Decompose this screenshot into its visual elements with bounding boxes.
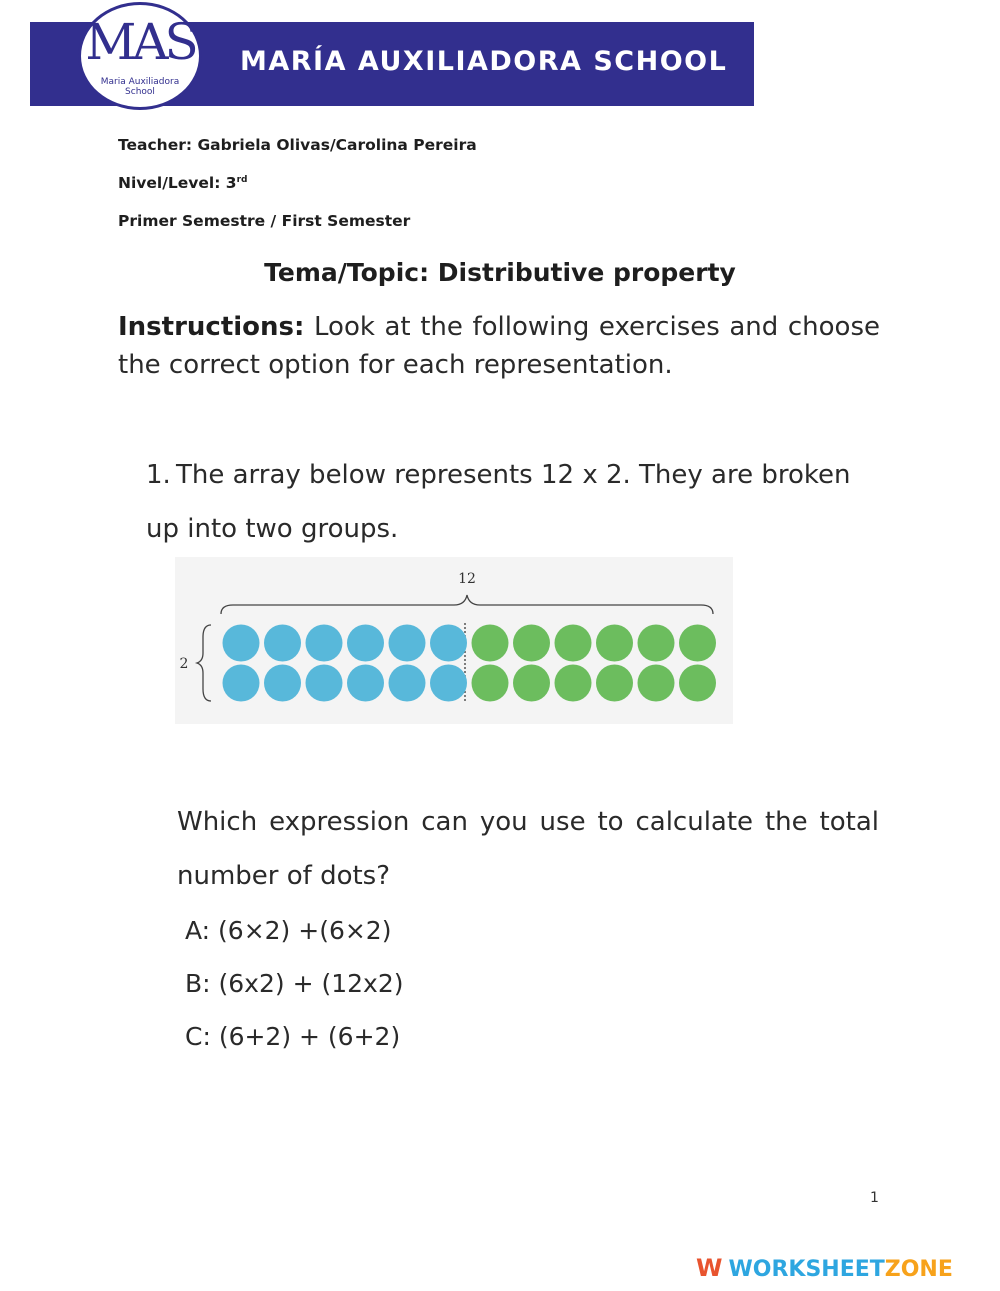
instructions-label: Instructions: (118, 312, 305, 342)
blue-dot (306, 625, 343, 662)
school-logo (78, 2, 202, 110)
green-dot (638, 625, 675, 662)
question-prompt: Which expression can you use to calculate the total number of dots? (177, 807, 879, 891)
level-line (118, 174, 247, 192)
blue-dot (223, 665, 260, 702)
green-dot (555, 625, 592, 662)
side-brace (197, 625, 211, 701)
dots-group (223, 625, 717, 702)
worksheetzone-text-2: ZONE (884, 1257, 953, 1282)
question-text: The array below represents 12 x 2. They are broken up into two groups. (146, 460, 851, 544)
green-dot (679, 625, 716, 662)
option-b[interactable]: B: (6x2) + (12x2) (185, 969, 404, 998)
logo-mas-text: MAS (85, 13, 195, 71)
blue-dot (306, 665, 343, 702)
logo-subtext-line2: School (125, 87, 155, 97)
green-dot (513, 625, 550, 662)
green-dot (555, 665, 592, 702)
page-number: 1 (870, 1190, 879, 1206)
dot-array-svg (175, 557, 733, 724)
array-side-label: 2 (179, 656, 189, 672)
blue-dot (430, 665, 467, 702)
green-dot (638, 665, 675, 702)
green-dot (596, 665, 633, 702)
semester-line: Primer Semestre / First Semester (118, 212, 411, 230)
worksheetzone-w-icon: W (696, 1254, 723, 1282)
blue-dot (389, 665, 426, 702)
green-dot (679, 665, 716, 702)
blue-dot (389, 625, 426, 662)
worksheetzone-logo (696, 1254, 1000, 1290)
level-superscript: rd (236, 174, 248, 185)
topic-heading: Tema/Topic: Distributive property (264, 258, 736, 287)
instructions (118, 308, 880, 384)
option-a[interactable]: A: (6×2) +(6×2) (185, 916, 392, 945)
green-dot (472, 625, 509, 662)
top-brace (221, 595, 713, 614)
blue-dot (347, 625, 384, 662)
array-top-label: 12 (458, 571, 476, 587)
blue-dot (430, 625, 467, 662)
logo-subtext-line1: Maria Auxiliadora (100, 77, 180, 87)
option-c[interactable]: C: (6+2) + (6+2) (185, 1022, 401, 1051)
worksheetzone-text-1: WORKSHEET (728, 1257, 885, 1282)
answer-options (185, 904, 404, 1063)
dot-array-figure (175, 557, 733, 724)
green-dot (513, 665, 550, 702)
green-dot (472, 665, 509, 702)
question-number: 1. (146, 460, 171, 490)
logo-subtext (81, 77, 199, 97)
instructions-text: Look at the following exercises and choose the correct option for each representation. (118, 312, 880, 380)
blue-dot (223, 625, 260, 662)
school-name: MARÍA AUXILIADORA SCHOOL (240, 46, 728, 77)
green-dot (596, 625, 633, 662)
blue-dot (347, 665, 384, 702)
teacher-line: Teacher: Gabriela Olivas/Carolina Pereira (118, 136, 477, 154)
blue-dot (264, 665, 301, 702)
level-text: Nivel/Level: 3 (118, 174, 237, 192)
question-1 (146, 448, 882, 556)
blue-dot (264, 625, 301, 662)
